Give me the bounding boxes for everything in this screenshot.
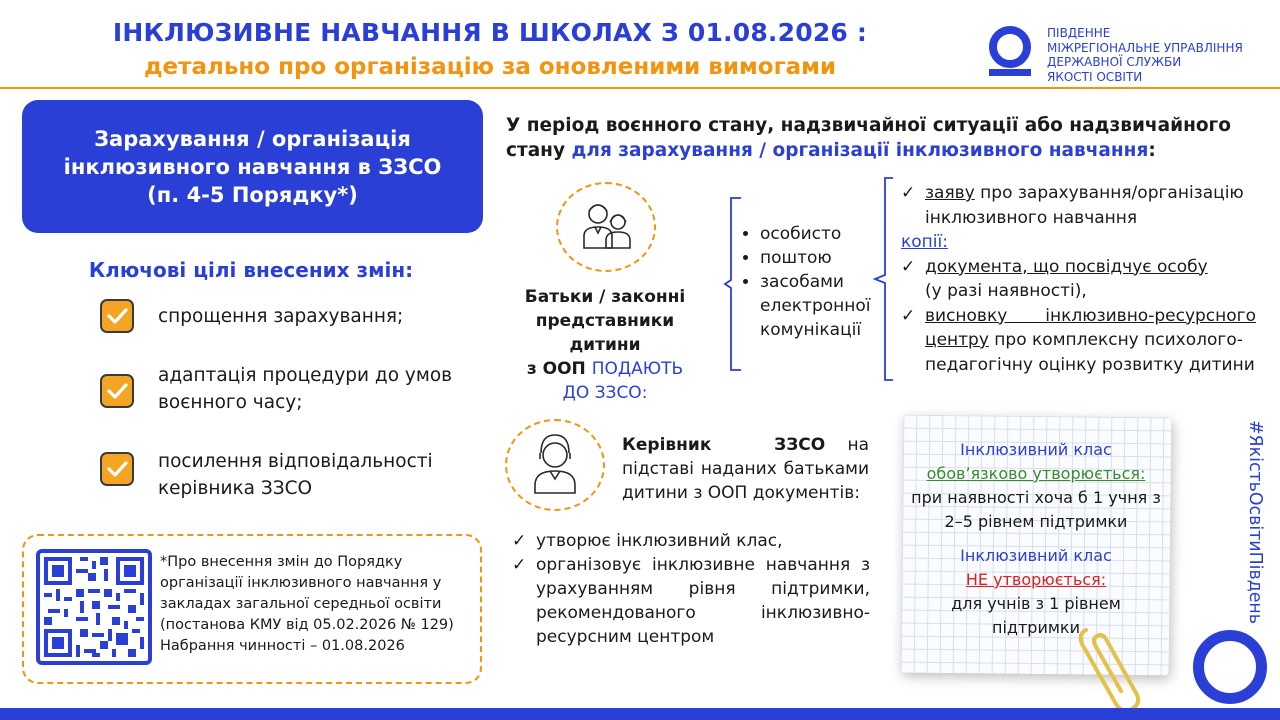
checkbox-icon — [100, 299, 134, 333]
submission-methods — [736, 222, 880, 342]
director-text — [622, 433, 869, 505]
goal-text: спрощення зарахування; — [158, 306, 404, 327]
parents-line: з ООП — [526, 359, 592, 379]
martial-colon: : — [1148, 140, 1156, 161]
class-desc: при наявності хоча б 1 учня з — [911, 488, 1161, 507]
box-line: інклюзивного навчання в ЗЗСО — [63, 154, 442, 179]
parents-line: представники дитини — [535, 311, 675, 355]
documents-list — [901, 181, 1256, 377]
doc-conclusion: висновку інклюзивно-ресурсного — [925, 305, 1256, 326]
goal-text: керівника ЗЗСО — [158, 478, 313, 499]
parents-to-school: ДО ЗЗСО: — [562, 383, 648, 403]
method-item: • поштою — [760, 246, 880, 270]
director-action: утворює інклюзивний клас, — [536, 531, 783, 551]
goal-text: посилення відповідальності — [158, 451, 433, 472]
check-icon: ✓ — [901, 256, 916, 277]
goal-text: воєнного часу; — [158, 392, 303, 413]
org-name-line: ЯКОСТІ ОСВІТИ — [1047, 69, 1143, 84]
method-item: • засобами електронної комунікації — [760, 270, 880, 342]
sticky-note-text — [905, 438, 1167, 640]
box-line: Зарахування / організація — [94, 126, 411, 151]
class-title: Інклюзивний клас — [960, 546, 1112, 565]
enrollment-heading-box — [22, 100, 483, 233]
method-item: • особисто — [760, 222, 880, 246]
goals-title: Ключові цілі внесених змін: — [88, 258, 414, 282]
org-name-line: ПІВДЕННЕ — [1047, 26, 1111, 40]
footnote-line: закладах загальної середньої освіти — [160, 596, 442, 612]
org-name-line: ДЕРЖАВНОЇ СЛУЖБИ — [1047, 55, 1182, 69]
doc-text: про зарахування/організацію — [974, 183, 1244, 203]
qr-code[interactable] — [36, 549, 152, 665]
class-desc: для учнів з 1 рівнем — [951, 594, 1121, 613]
director-icon — [505, 419, 605, 511]
header-divider — [0, 87, 1280, 89]
class-title: Інклюзивний клас — [960, 440, 1112, 459]
martial-text: У період воєнного стану, надзвичайної ситуації або надзвичайного стану — [506, 115, 1231, 161]
logo-bar — [989, 69, 1031, 76]
footer-bar — [0, 708, 1280, 720]
goal-item — [158, 303, 403, 330]
parents-submit: ПОДАЮТЬ — [591, 359, 684, 379]
doc-text: інклюзивного навчання — [925, 207, 1138, 228]
goal-item — [158, 362, 452, 416]
checkbox-icon — [100, 374, 134, 408]
decorative-ring — [1193, 630, 1267, 704]
footnote-line: *Про внесення змін до Порядку — [160, 554, 403, 570]
org-name-line: МІЖРЕГІОНАЛЬНЕ УПРАВЛІННЯ — [1047, 40, 1243, 55]
director-actions — [512, 529, 870, 649]
martial-highlight: для зарахування / організації інклюзивного навчання — [571, 140, 1149, 161]
check-icon: ✓ — [901, 305, 916, 326]
copies-label: копії: — [901, 232, 948, 252]
doc-text: про комплексну психолого- — [988, 330, 1243, 350]
class-desc: підтримки — [992, 618, 1080, 637]
check-icon: ✓ — [512, 555, 527, 575]
director-desc: на підставі наданих батьками дитини з ООП документів: — [622, 435, 869, 503]
director-action: організовує інклюзивне навчання з урахуванням рівня підтримки, рекомендованого інклюзивно-ресурсним центром — [536, 555, 870, 647]
page-subtitle: детально про організацію за оновленими вимогами — [143, 54, 837, 80]
footnote-line: організації інклюзивного навчання у — [160, 575, 442, 591]
doc-conclusion: центру — [925, 330, 989, 350]
doc-id: документа, що посвідчує особу — [925, 256, 1208, 277]
org-name — [1047, 26, 1243, 84]
parents-label — [500, 285, 710, 405]
doc-text: педагогічну оцінку розвитку дитини — [925, 354, 1255, 375]
check-icon: ✓ — [901, 183, 916, 203]
footnote-text — [160, 552, 454, 657]
checkbox-icon — [100, 452, 134, 486]
goal-item — [158, 448, 433, 502]
doc-text: (у разі наявності), — [925, 281, 1087, 301]
director-title: Керівник ЗЗСО — [622, 435, 826, 455]
class-desc: 2–5 рівнем підтримки — [944, 512, 1128, 531]
parents-icon — [556, 182, 656, 272]
class-not-created-status: НЕ утворюється: — [965, 570, 1107, 589]
box-line: (п. 4-5 Порядку*) — [147, 182, 358, 207]
logo-icon — [989, 26, 1031, 68]
martial-law-heading — [506, 113, 1276, 163]
footnote-line: (постанова КМУ від 05.02.2026 № 129) — [160, 617, 454, 633]
page-title: ІНКЛЮЗИВНЕ НАВЧАННЯ В ШКОЛАХ З 01.08.2026 : — [112, 18, 868, 47]
hashtag-text: #ЯкістьОсвітиПівдень — [1245, 420, 1266, 632]
footnote-line: Набрання чинності – 01.08.2026 — [160, 638, 405, 654]
hashtag-label — [1226, 418, 1266, 632]
goal-text: адаптація процедури до умов — [158, 365, 453, 386]
class-created-status: обов’язково утворюється: — [926, 464, 1146, 483]
check-icon: ✓ — [512, 531, 527, 551]
parents-line: Батьки / законні — [524, 287, 686, 307]
doc-application: заяву — [925, 183, 975, 203]
paperclip-icon — [1072, 620, 1152, 718]
brace-icon — [873, 176, 895, 382]
